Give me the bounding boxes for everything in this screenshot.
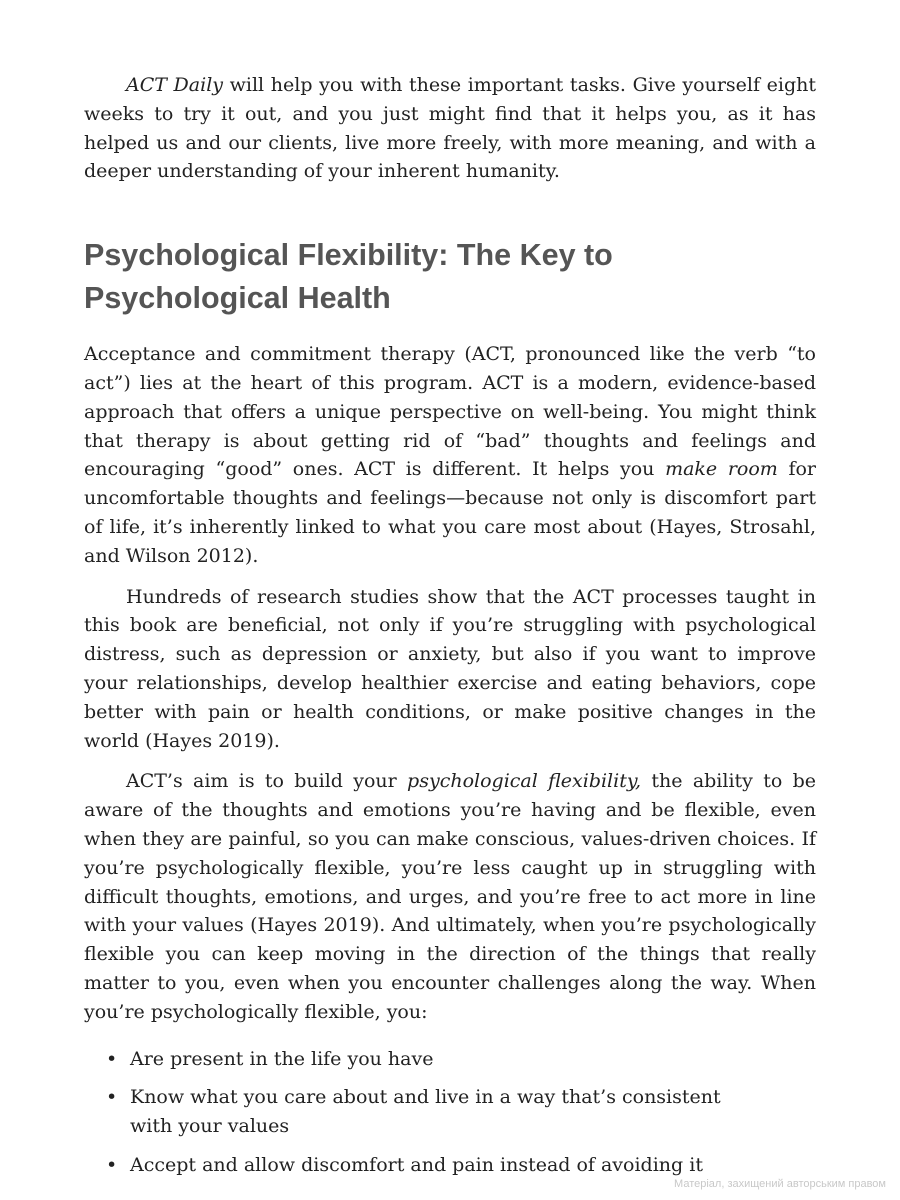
copyright-watermark: Матеріал, захищений авторським правом bbox=[674, 1178, 886, 1190]
body-paragraph-1 bbox=[84, 340, 816, 570]
section-heading: Psychological Flexibility: The Key to Psychological Health bbox=[84, 238, 613, 316]
paragraph-3-emphasis: psychological flexibility, bbox=[407, 770, 642, 793]
paragraph-3-text-a: ACT’s aim is to build your bbox=[126, 770, 408, 793]
body-paragraph-2: Hundreds of research studies show that the ACT processes taught in this book are beneficial, not only if you’re struggling with psychological distress, such as depression or anxiety, but also if you want to improve your relationships, develop healthier exercise and eating behaviors, cope better with pain or health conditions, or make positive changes in the world (Hayes 2019). bbox=[84, 585, 816, 752]
body-paragraph-3 bbox=[84, 767, 816, 1026]
list-item bbox=[106, 1151, 816, 1180]
paragraph-1-emphasis: make room bbox=[665, 458, 778, 481]
list-item-text: Accept and allow discomfort and pain instead of avoiding it bbox=[130, 1153, 703, 1176]
intro-paragraph bbox=[84, 71, 816, 186]
bullet-icon: • bbox=[106, 1153, 118, 1176]
list-item bbox=[106, 1083, 816, 1141]
bullet-icon: • bbox=[106, 1047, 118, 1070]
list-item-text: Know what you care about and live in a way that’s consistent with your values bbox=[130, 1086, 721, 1138]
intro-paragraph-text: will help you with these important tasks. Give yourself eight weeks to try it out, and you just might find that it helps you, as it has helped us and our clients, live more freely, with more meaning, and with a deeper understanding of your inherent humanity. bbox=[84, 74, 817, 183]
paragraph-1-text-b: for uncomfortable thoughts and feelings—because not only is discomfort part of life, it’s inherently linked to what you care most about (Hayes, Strosahl, and Wilson 2012). bbox=[84, 458, 817, 567]
book-page bbox=[84, 71, 816, 1190]
paragraph-1-text-a: Acceptance and commitment therapy (ACT, pronounced like the verb “to act”) lies at the heart of this program. ACT is a modern, evidence-based approach that offers a unique perspective on well-being. You might think that therapy is about getting rid of “bad” thoughts and feelings and encouraging “good” ones. ACT is different. It helps you bbox=[84, 343, 816, 481]
list-item-text: Are present in the life you have bbox=[130, 1047, 434, 1070]
list-item bbox=[106, 1045, 816, 1074]
flexibility-bullet-list bbox=[84, 1045, 816, 1180]
bullet-icon: • bbox=[106, 1086, 118, 1109]
paragraph-3-text-b: the ability to be aware of the thoughts and emotions you’re having and be flexible, even when they are painful, so you can make conscious, values-driven choices. If you’re psychologically flexible, you’re less caught up in struggling with difficult thoughts, emotions, and urges, and you’re free to act more in line with your values (Hayes 2019). And ultimately, when you’re psychologically flexible you can keep moving in the direction of the things that really matter to you, even when you encounter challenges along the way. When you’re psychologically flexible, you: bbox=[84, 770, 816, 1023]
book-title-italic: ACT Daily bbox=[126, 74, 224, 96]
